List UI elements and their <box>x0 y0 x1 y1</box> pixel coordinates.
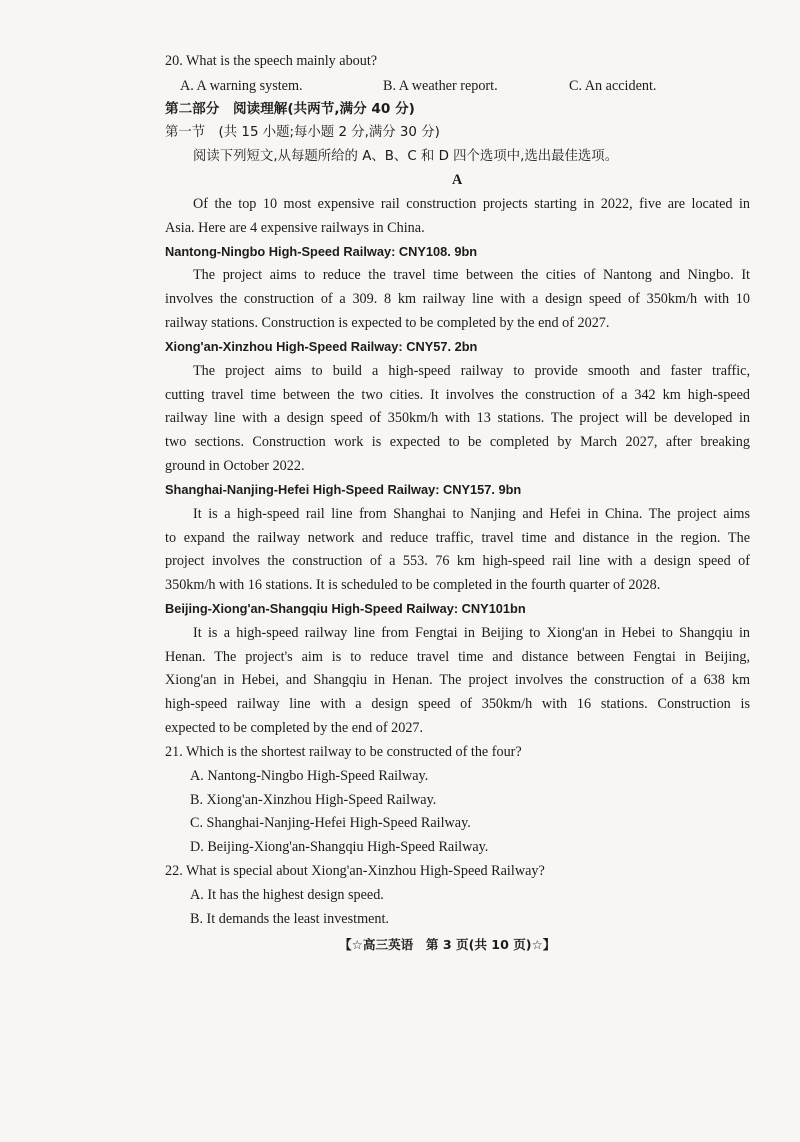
q22-option-a: A. It has the highest design speed. <box>190 887 384 903</box>
q21-option-c: C. Shanghai-Nanjing-Hefei High-Speed Railway. <box>190 815 471 831</box>
page-footer: 【☆高三英语 第 3 页(共 10 页)☆】 <box>339 937 556 952</box>
railway-2-line-3: railway line with a design speed of 350km/h with 13 stations. The project will be developed in <box>165 410 750 426</box>
railway-2-line-2: cutting travel time between the two cities. It involves the construction of a 342 km high-speed <box>165 387 750 403</box>
q20-option-c: C. An accident. <box>569 78 657 94</box>
q21-option-a: A. Nantong-Ningbo High-Speed Railway. <box>190 768 429 784</box>
railway-4-line-1: It is a high-speed railway line from Fengtai in Beijing to Xiong'an in Hebei to Shangqiu in <box>193 625 750 641</box>
railway-4-line-4: high-speed railway line with a design speed of 350km/h with 16 stations. Construction is <box>165 696 750 712</box>
railway-1-title: Nantong-Ningbo High-Speed Railway: CNY108. 9bn <box>165 244 478 259</box>
q20-option-a: A. A warning system. <box>180 78 303 94</box>
railway-3-line-2: to expand the railway network and reduce traffic, travel time and distance in the region. The <box>165 530 750 546</box>
passage-letter: A <box>452 172 463 188</box>
railway-3-line-1: It is a high-speed rail line from Shanghai to Nanjing and Hefei in China. The project aims <box>193 506 750 522</box>
intro-line-1: Of the top 10 most expensive rail construction projects starting in 2022, five are located in <box>193 196 750 212</box>
intro-line-2: Asia. Here are 4 expensive railways in China. <box>165 220 425 236</box>
q21-option-d: D. Beijing-Xiong'an-Shangqiu High-Speed Railway. <box>190 839 489 855</box>
question-21: 21. Which is the shortest railway to be constructed of the four? <box>165 744 522 760</box>
question-20: 20. What is the speech mainly about? <box>165 53 378 69</box>
instruction: 阅读下列短文,从每题所给的 A、B、C 和 D 四个选项中,选出最佳选项。 <box>193 149 619 164</box>
railway-4-line-5: expected to be completed by the end of 2027. <box>165 720 424 736</box>
railway-2-line-5: ground in October 2022. <box>165 458 305 474</box>
railway-1-line-1: The project aims to reduce the travel time between the cities of Nantong and Ningbo. It <box>193 267 750 283</box>
section1-title: 第一节 (共 15 小题;每小题 2 分,满分 30 分) <box>165 125 440 140</box>
q20-option-b: B. A weather report. <box>383 78 498 94</box>
railway-2-line-4: two sections. Construction work is expected to be completed by March 2027, after breaking <box>165 434 750 450</box>
railway-4-line-2: Henan. The project's aim is to reduce travel time and distance between Fengtai in Beijing, <box>165 649 750 665</box>
railway-3-line-3: project involves the construction of a 553. 76 km high-speed rail line with a design speed of <box>165 553 750 569</box>
railway-1-line-3: railway stations. Construction is expected to be completed by the end of 2027. <box>165 315 610 331</box>
railway-1-line-2: involves the construction of a 309. 8 km railway line with a design speed of 350km/h with 10 <box>165 291 750 307</box>
railway-2-title: Xiong'an-Xinzhou High-Speed Railway: CNY57. 2bn <box>165 339 478 354</box>
railway-4-title: Beijing-Xiong'an-Shangqiu High-Speed Railway: CNY101bn <box>165 601 526 616</box>
q21-option-b: B. Xiong'an-Xinzhou High-Speed Railway. <box>190 792 437 808</box>
railway-4-line-3: Xiong'an in Hebei, and Shangqiu in Henan. The project involves the construction of a 638 km <box>165 672 750 688</box>
part2-title: 第二部分 阅读理解(共两节,满分 40 分) <box>165 101 415 117</box>
railway-2-line-1: The project aims to build a high-speed railway to provide smooth and faster traffic, <box>193 363 750 379</box>
q22-option-b: B. It demands the least investment. <box>190 911 389 927</box>
question-22: 22. What is special about Xiong'an-Xinzhou High-Speed Railway? <box>165 863 545 879</box>
railway-3-title: Shanghai-Nanjing-Hefei High-Speed Railway: CNY157. 9bn <box>165 482 522 497</box>
railway-3-line-4: 350km/h with 16 stations. It is scheduled to be completed in the fourth quarter of 2028. <box>165 577 661 593</box>
